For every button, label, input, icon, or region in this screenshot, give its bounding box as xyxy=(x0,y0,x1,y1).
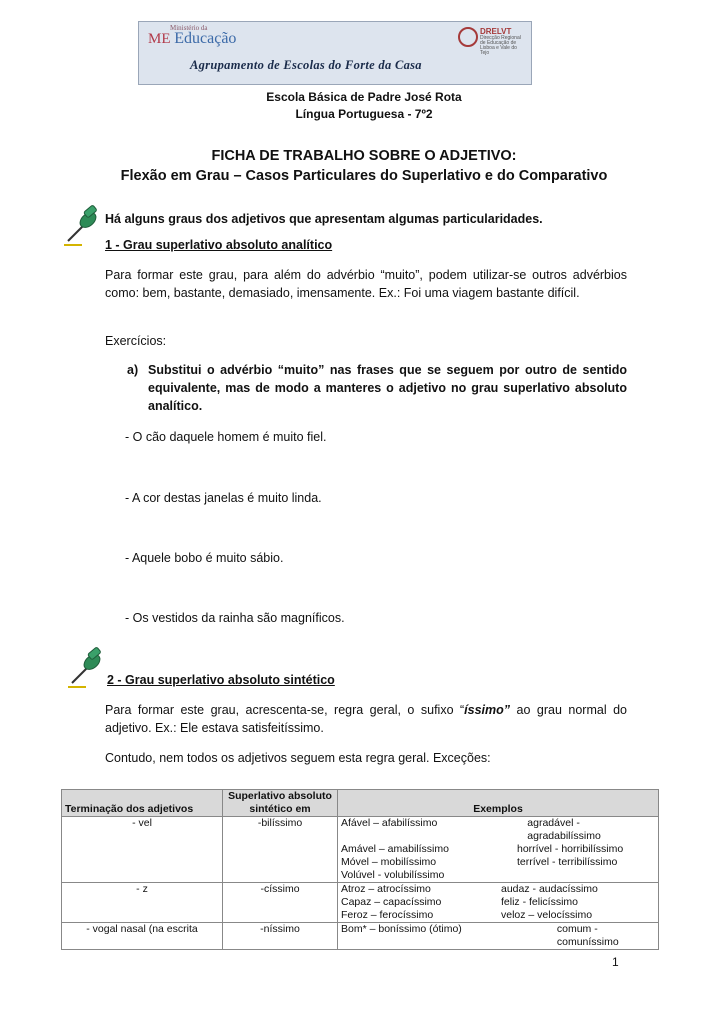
suffix-cell: -bilíssimo xyxy=(223,817,338,883)
example: agradável - agradabilíssimo xyxy=(527,817,601,842)
section1-body: Para formar este grau, para além do advérbio “muito”, podem utilizar-se outros advérbios como: bem, bastante, demasiado, imensamente. Ex.: Foi uma viagem bastante difícil. xyxy=(105,268,627,300)
table-row xyxy=(62,883,659,923)
example: Feroz – ferocíssimo xyxy=(341,909,434,921)
me-mark: ME xyxy=(148,31,171,47)
example: comum - comuníssimo xyxy=(556,923,619,948)
school-group-name: Agrupamento de Escolas do Forte da Casa xyxy=(190,58,422,72)
header-examples: Exemplos xyxy=(338,790,659,817)
section2-body xyxy=(105,701,627,737)
header-ending: Terminação dos adjetivos xyxy=(62,790,223,817)
worksheet-title: FICHA DE TRABALHO SOBRE O ADJETIVO: xyxy=(211,148,517,164)
drelvt-logo xyxy=(458,27,524,56)
example: audaz - audacíssimo xyxy=(501,883,598,895)
ending-cell: - z xyxy=(62,883,223,923)
sentence-4: - Os vestidos da rainha são magníficos. xyxy=(125,611,345,625)
worksheet-subtitle: Flexão em Grau – Casos Particulares do Superlativo e do Comparativo xyxy=(120,168,608,184)
example: Bom* – boníssimo (ótimo) xyxy=(341,923,462,935)
school-name: Escola Básica de Padre José Rota xyxy=(266,90,462,104)
exercises-label: Exercícios: xyxy=(105,334,167,348)
example: terrível - terribilíssimo xyxy=(517,856,618,868)
examples-cell xyxy=(338,923,659,950)
examples-cell xyxy=(338,883,659,923)
drelvt-icon xyxy=(458,27,478,47)
section2-body-post: ao grau normal do adjetivo. Ex.: Ele estava satisfeitíssimo. xyxy=(105,703,627,735)
page-number: 1 xyxy=(612,955,619,969)
intro-text: Há alguns graus dos adjetivos que apresentam algumas particularidades. xyxy=(105,212,543,226)
examples-cell xyxy=(338,817,659,883)
pushpin-icon xyxy=(66,647,110,689)
ministry-logo xyxy=(148,24,237,48)
ending-cell: - vogal nasal (na escrita xyxy=(62,923,223,950)
exceptions-text: Contudo, nem todos os adjetivos seguem esta regra geral. Exceções: xyxy=(105,751,491,765)
section2-heading: 2 - Grau superlativo absoluto sintético xyxy=(107,673,335,687)
exercise-a-label: a) xyxy=(127,363,139,377)
pushpin-icon xyxy=(62,205,106,247)
drelvt-label: DRELVT xyxy=(480,27,512,36)
header-suffix: Superlativo absoluto sintético em xyxy=(223,790,338,817)
table-header-row xyxy=(62,790,659,817)
example: Móvel – mobilíssimo xyxy=(341,856,437,868)
example: Volúvel - volubilíssimo xyxy=(341,869,445,881)
exercise-a-text: Substitui o advérbio “muito” nas frases que se seguem por outro de sentido equivalente, mas de modo a manteres o adjetivo no grau superlativo absoluto analítico. xyxy=(148,363,627,413)
subject-line: Língua Portuguesa - 7º2 xyxy=(295,107,433,121)
suffix-cell: -císsimo xyxy=(223,883,338,923)
example: veloz – velocíssimo xyxy=(501,909,593,921)
example: Afável – afabilíssimo xyxy=(341,817,438,829)
section2-body-pre: Para formar este grau, acrescenta-se, regra geral, o sufixo “ xyxy=(105,703,465,717)
sentence-3: - Aquele bobo é muito sábio. xyxy=(125,551,284,565)
exercise-a xyxy=(127,361,627,415)
ending-cell: - vel xyxy=(62,817,223,883)
drelvt-sub-label: Direcção Regional de Educação de Lisboa e Vale do Tejo xyxy=(480,35,521,56)
example: Amável – amabilíssimo xyxy=(341,843,449,855)
exceptions-table xyxy=(61,789,659,950)
section1-heading: 1 - Grau superlativo absoluto analítico xyxy=(105,238,333,252)
sentence-1: - O cão daquele homem é muito fiel. xyxy=(125,430,327,444)
example: Capaz – capacíssimo xyxy=(341,896,442,908)
suffix-cell: -níssimo xyxy=(223,923,338,950)
ministry-small-label: Ministério da xyxy=(170,24,208,32)
sentence-2: - A cor destas janelas é muito linda. xyxy=(125,491,322,505)
table-row xyxy=(62,923,659,950)
suffix-term: íssimo” xyxy=(464,703,511,717)
example: horrível - horribilíssimo xyxy=(517,843,624,855)
example: feliz - felicíssimo xyxy=(501,896,579,908)
table-row xyxy=(62,817,659,883)
example: Atroz – atrocíssimo xyxy=(341,883,431,895)
ministry-label: Educação xyxy=(174,30,237,47)
